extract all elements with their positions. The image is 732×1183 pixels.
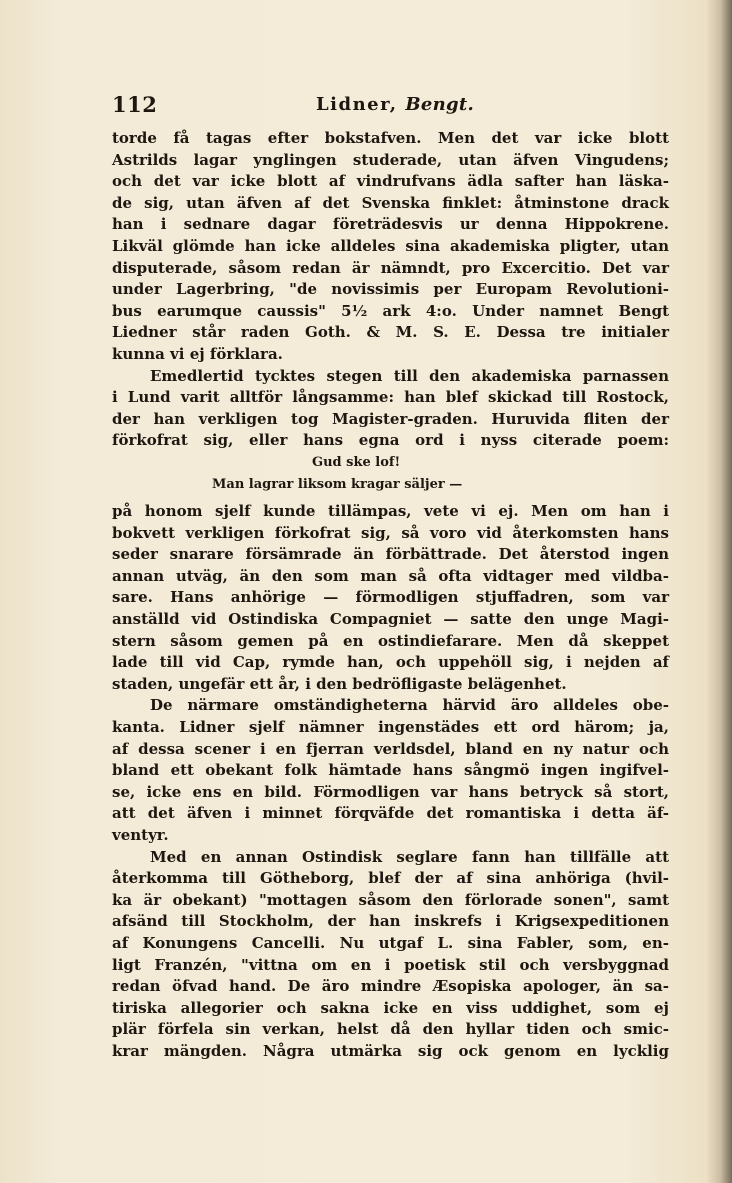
running-head-surname: Lidner, bbox=[316, 94, 398, 115]
text-line: i Lund varit alltför långsamme: han blef skickad till Rostock, bbox=[112, 388, 669, 407]
text-line: plär förfela sin verkan, helst då den hyllar tiden och smic- bbox=[112, 1020, 669, 1039]
text-line: krar mängden. Några utmärka sig ock genom en lycklig bbox=[112, 1041, 669, 1060]
text-line: lade till vid Cap, rymde han, och uppehöll sig, i nejden af bbox=[112, 653, 669, 672]
text-line: på honom sjelf kunde tillämpas, vete vi ej. Men om han i bbox=[112, 502, 669, 521]
running-head bbox=[316, 94, 474, 115]
text-line: Likväl glömde han icke alldeles sina akademiska pligter, utan bbox=[112, 236, 669, 255]
paragraph-start-line: Med en annan Ostindisk seglare fann han tillfälle att bbox=[150, 847, 669, 866]
text-line: der han verkligen tog Magister-graden. Huruvida fliten der bbox=[112, 409, 669, 428]
text-line: afsänd till Stockholm, der han inskrefs i Krigsexpeditionen bbox=[112, 912, 669, 931]
page-number: 112 bbox=[112, 92, 158, 117]
paragraph-start-line: De närmare omständigheterna härvid äro alldeles obe- bbox=[150, 696, 669, 715]
quote-line: Man lagrar liksom kragar säljer — bbox=[212, 476, 463, 492]
running-head-forename: Bengt. bbox=[405, 94, 475, 115]
text-line: af dessa scener i en fjerran verldsdel, bland en ny natur och bbox=[112, 739, 669, 758]
text-line: under Lagerbring, "de novissimis per Europam Revolutioni- bbox=[112, 280, 669, 299]
text-line: de sig, utan äfven af det Svenska finklet: åtminstone drack bbox=[112, 193, 669, 212]
text-line: torde få tagas efter bokstafven. Men det var icke blott bbox=[112, 129, 669, 147]
text-line: och det var icke blott af vindrufvans ädla safter han läska- bbox=[112, 172, 669, 191]
text-line: seder snarare försämrade än förbättrade. Det återstod ingen bbox=[112, 545, 669, 564]
paragraph-start-line: Emedlertid tycktes stegen till den akademiska parnassen bbox=[150, 366, 669, 385]
text-line: bland ett obekant folk hämtade hans sångmö ingen ingifvel- bbox=[112, 761, 669, 780]
text-line: bokvett verkligen förkofrat sig, så voro vid återkomsten hans bbox=[112, 523, 669, 542]
page-spine-shadow bbox=[706, 0, 732, 1183]
text-line: han i sednare dagar företrädesvis ur denna Hippokrene. bbox=[112, 215, 669, 234]
page-header bbox=[112, 92, 662, 118]
text-line: Liedner står raden Goth. & M. S. E. Dessa tre initialer bbox=[112, 323, 669, 342]
text-line: kanta. Lidner sjelf nämner ingenstädes ett ord härom; ja, bbox=[112, 718, 669, 737]
text-line: anställd vid Ostindiska Compagniet — satte den unge Magi- bbox=[112, 610, 669, 629]
text-line: stern såsom gemen på en ostindiefarare. Men då skeppet bbox=[112, 631, 669, 650]
text-line: sare. Hans anhörige — förmodligen stjuffadren, som var bbox=[112, 588, 669, 607]
text-line: ventyr. bbox=[112, 826, 169, 844]
text-line: redan öfvad hand. De äro mindre Æsopiska apologer, än sa- bbox=[112, 977, 669, 996]
text-line: förkofrat sig, eller hans egna ord i nyss citerade poem: bbox=[112, 431, 669, 450]
text-line: staden, ungefär ett år, i den bedröfligaste belägenhet. bbox=[112, 674, 567, 693]
text-line: ligt Franzén, "vittna om en i poetisk stil och versbyggnad bbox=[112, 955, 669, 974]
quote-line: Gud ske lof! bbox=[312, 454, 401, 470]
text-line: af Konungens Cancelli. Nu utgaf L. sina Fabler, som, en- bbox=[112, 933, 669, 952]
text-line: bus earumque caussis" 5½ ark 4:o. Under namnet Bengt bbox=[112, 301, 669, 320]
text-line: återkomma till Götheborg, blef der af sina anhöriga (hvil- bbox=[112, 869, 669, 888]
text-line: tiriska allegorier och sakna icke en viss uddighet, som ej bbox=[112, 998, 669, 1017]
text-line: annan utväg, än den som man så ofta vidtager med vildba- bbox=[112, 566, 669, 585]
text-line: se, icke ens en bild. Förmodligen var hans betryck så stort, bbox=[112, 782, 669, 801]
text-line: kunna vi ej förklara. bbox=[112, 344, 283, 363]
body-text bbox=[112, 128, 669, 1063]
text-line: disputerade, såsom redan är nämndt, pro Excercitio. Det var bbox=[112, 258, 669, 277]
text-line: ka är obekant) "mottagen såsom den förlorade sonen", samt bbox=[112, 890, 669, 909]
text-line: att det äfven i minnet förqväfde det romantiska i detta äf- bbox=[112, 804, 669, 823]
text-line: Astrilds lagar ynglingen studerade, utan äfven Vingudens; bbox=[112, 150, 669, 169]
